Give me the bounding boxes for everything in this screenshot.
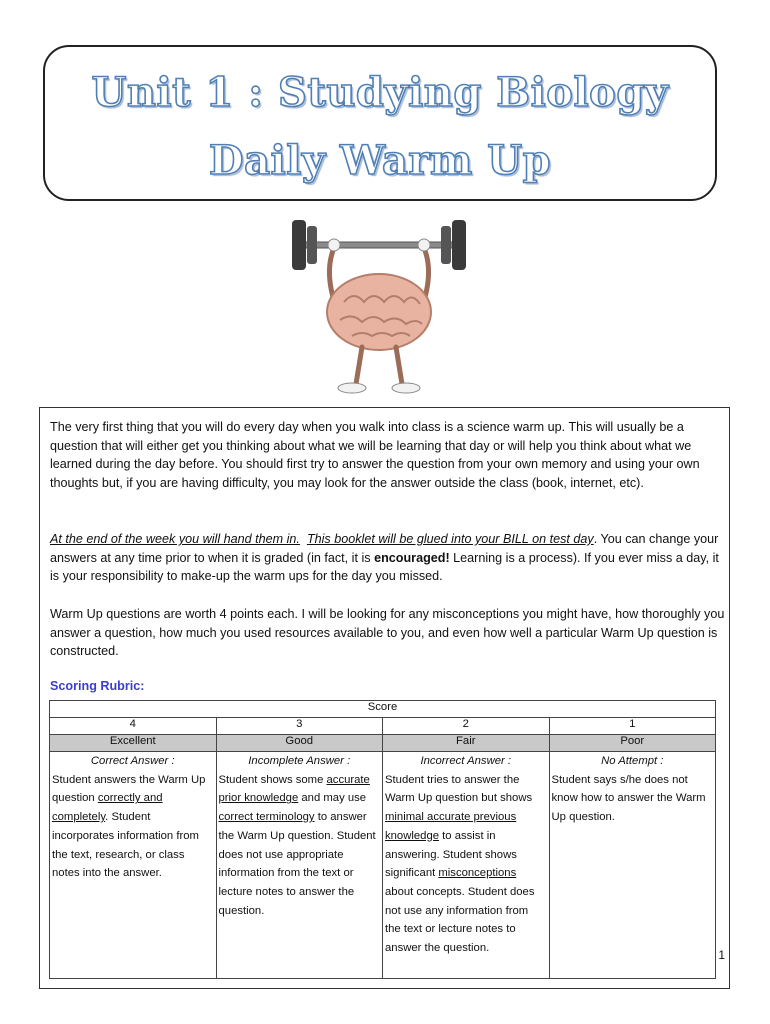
label-excellent: Excellent — [50, 735, 217, 752]
rubric-cell-excellent — [50, 752, 217, 979]
label-poor: Poor — [549, 735, 716, 752]
category-correct: Correct Answer : — [90, 755, 175, 767]
desc-fair: Student tries to answer the Warm Up question but shows minimal accurate previous knowledge to assist in answering. Student shows significant misconceptions about concepts. Student does not use any information from the text or lecture notes to answer the question. — [385, 773, 535, 955]
points-1: 1 — [549, 718, 716, 735]
label-good: Good — [216, 735, 383, 752]
category-incorrect: Incorrect Answer : — [420, 755, 512, 767]
desc-poor: Student says s/he does not know how to answer the Warm Up question. — [551, 773, 706, 824]
hand-in-note: At the end of the week you will hand them in. — [50, 532, 300, 546]
intro-paragraph-3: Warm Up questions are worth 4 points each. I will be looking for any misconceptions you might have, how thoroughly you answer a question, how much you used resources available to you, and even how well a particular Warm Up question is constructed. — [50, 607, 725, 659]
intro-paragraph-2 — [50, 530, 726, 586]
points-2: 2 — [383, 718, 550, 735]
desc-good: Student shows some accurate prior knowledge and may use correct terminology to answer the Warm Up question. Student does not use appropriate information from the text or lecture notes to answer the question. — [218, 773, 376, 917]
page-subtitle: Daily Warm Up — [208, 137, 552, 184]
encouraged-text: encouraged! — [374, 550, 450, 565]
category-incomplete: Incomplete Answer : — [248, 755, 351, 767]
points-3: 3 — [216, 718, 383, 735]
points-4: 4 — [50, 718, 217, 735]
rubric-title: Scoring Rubric: — [50, 679, 145, 693]
label-fair: Fair — [383, 735, 550, 752]
brain-lifting-barbell-illustration — [274, 212, 484, 397]
makeup-text: Learning is a process). If you ever miss a day, it is your responsibility to make-up the warm ups for the day you missed. — [50, 550, 719, 584]
category-no-attempt: No Attempt : — [601, 755, 664, 767]
scoring-rubric-table — [49, 700, 716, 979]
intro-paragraph-1: The very first thing that you will do every day when you walk into class is a science warm up. This will usually be a question that will either get you thinking about what we will be learning that day or will help you think about what we learned during the day before. You should first try to answer the question from your own memory and using your own thoughts but, if you are having difficulty, you may look for the answer outside the class (book, internet, etc). — [50, 420, 700, 491]
change-answers-text: . You can change your answers at any time prior to when it is graded (in fact, it is — [50, 532, 719, 565]
instructions-box — [39, 407, 730, 989]
title-banner — [43, 45, 717, 201]
rubric-cell-good — [216, 752, 383, 979]
rubric-cell-poor — [549, 752, 716, 979]
page-number: 1 — [718, 948, 725, 962]
score-header: Score — [50, 701, 716, 718]
rubric-cell-fair — [383, 752, 550, 979]
bill-note: This booklet will be glued into your BILL on test day — [306, 532, 594, 546]
desc-excellent: Student answers the Warm Up question correctly and completely. Student incorporates information from the text, research, or class notes into the answer. — [52, 773, 206, 880]
page-title: Unit 1 : Studying Biology — [91, 69, 669, 116]
